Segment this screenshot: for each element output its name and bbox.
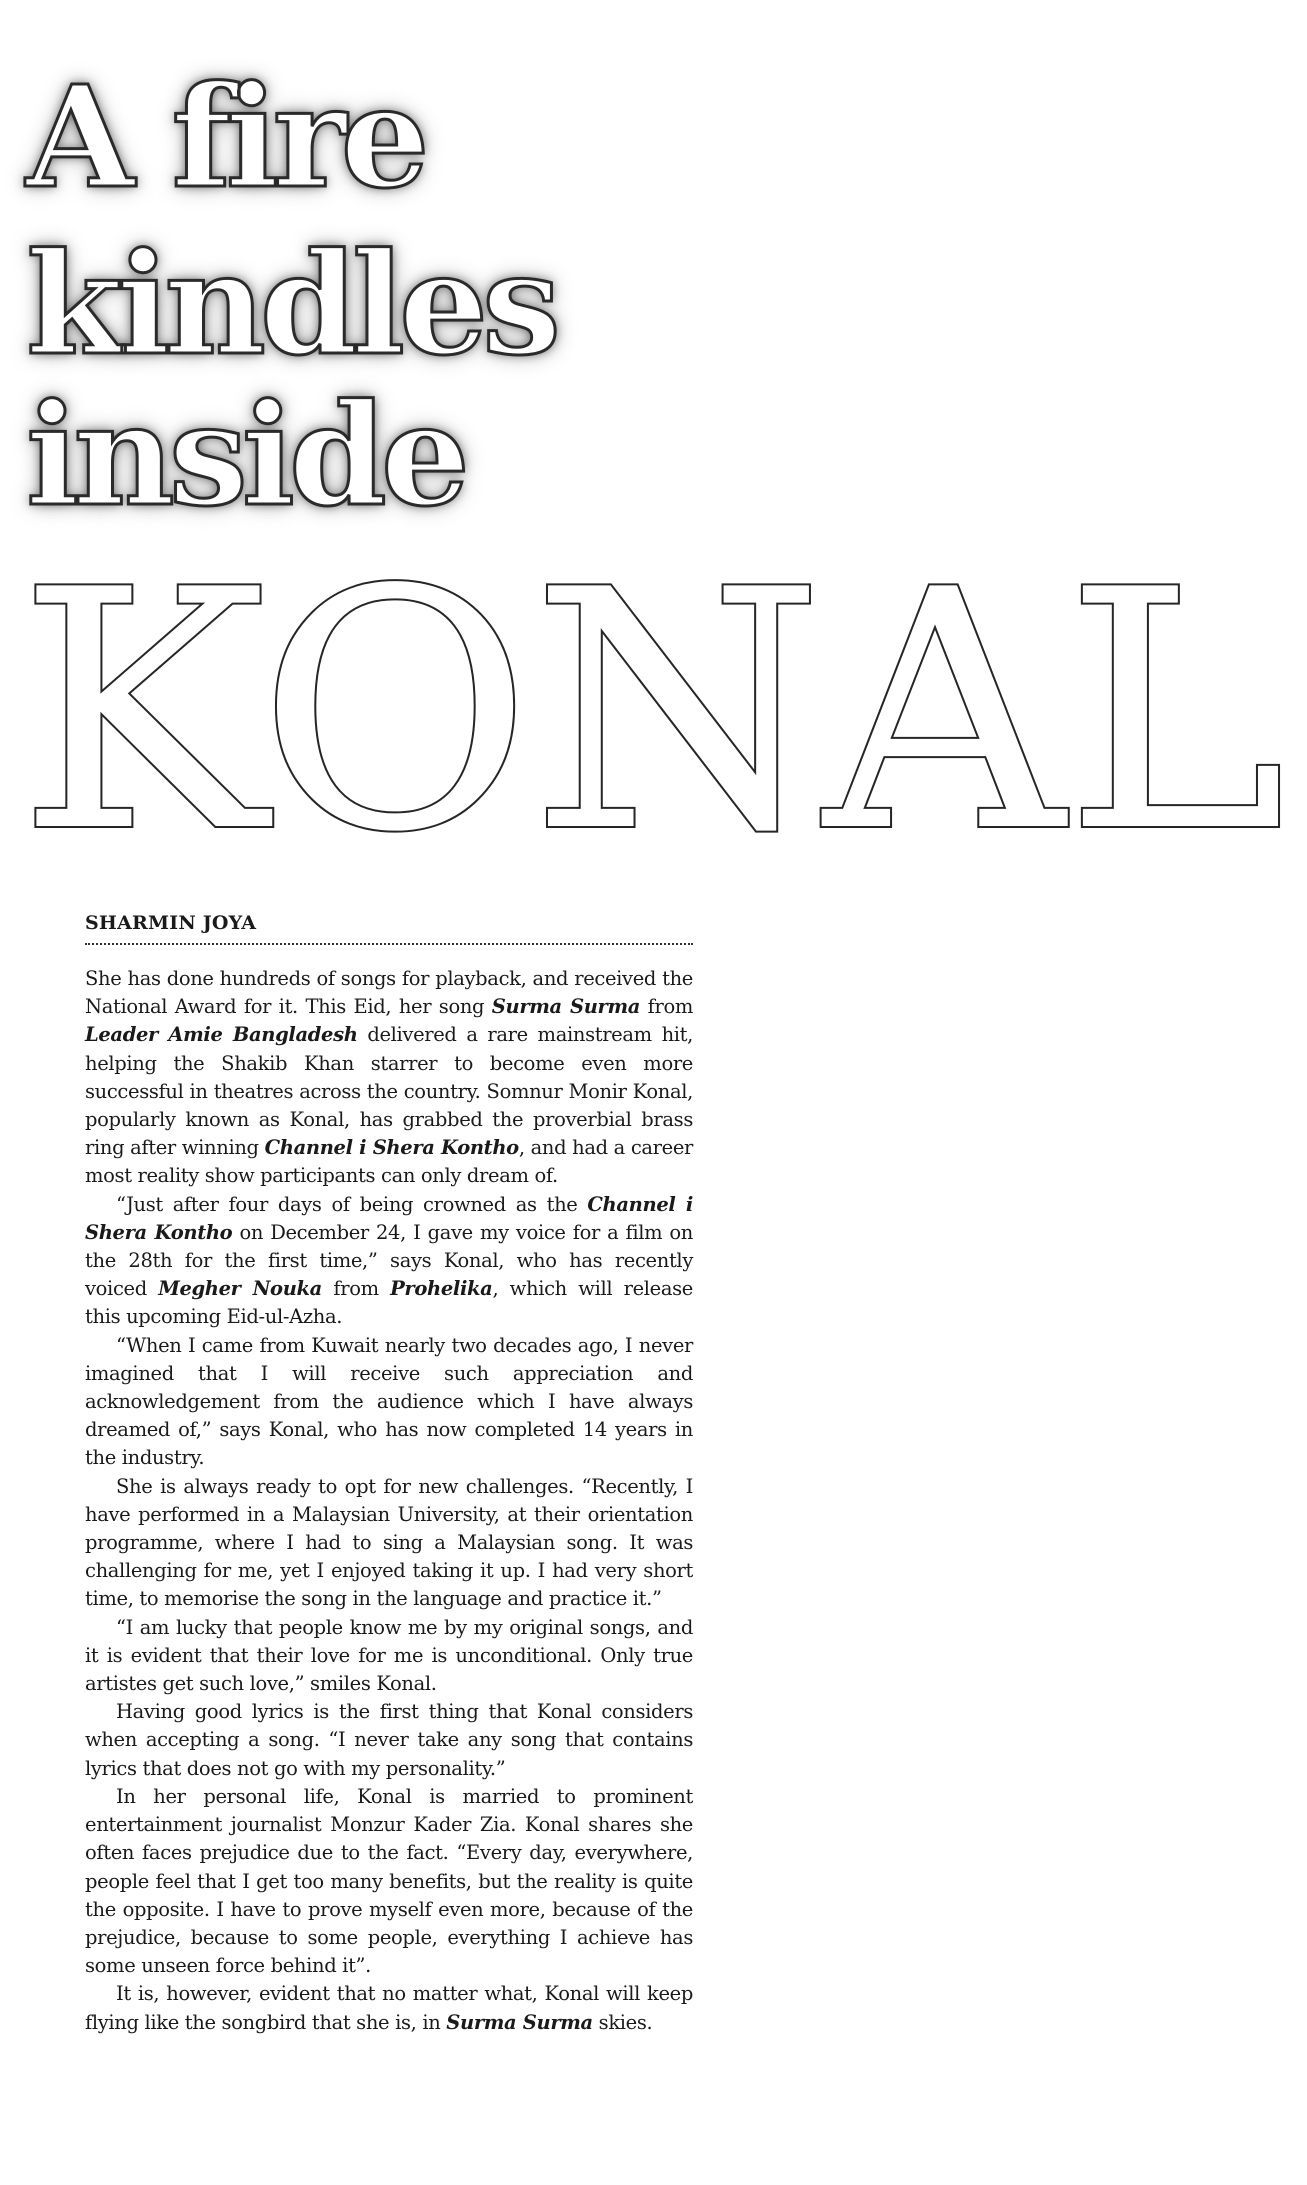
text-run: , and had a career most reality show participants can only dream of. <box>85 1136 693 1188</box>
text-run: from <box>321 1277 391 1301</box>
article-body <box>85 965 693 2037</box>
headline-name: KONAL <box>18 520 1286 904</box>
text-run: , which will release this upcoming Eid-ul-Azha. <box>85 1277 693 1329</box>
text-run: She is always ready to opt for new challenges. “Recently, I have performed in a Malaysian University, at their orientation programme, where I had to sing a Malaysian song. It was challenging for me, yet I enjoyed taking it up. I had very short time, to memorise the song in the language and practice it.” <box>85 1474 693 1611</box>
title-reference: Prohelika <box>390 1277 493 1301</box>
title-reference: Surma Surma <box>491 995 641 1019</box>
article-paragraph <box>85 1332 693 1473</box>
article-paragraph <box>85 1698 693 1783</box>
title-reference: Channel i Shera Kontho <box>85 1192 693 1244</box>
article-paragraph <box>85 1191 693 1332</box>
text-run: delivered a rare mainstream hit, helping the Shakib Khan starrer to become even more successful in theatres across the country. Somnur Monir Konal, popularly known as Konal, has grabbed the proverbial brass ring after winning <box>85 1023 693 1160</box>
text-run: “I am lucky that people know me by my original songs, and it is evident that their love for me is unconditional. Only true artistes get such love,” smiles Konal. <box>85 1615 693 1696</box>
text-run: from <box>640 995 694 1019</box>
article-paragraph <box>85 1614 693 1699</box>
article-paragraph <box>85 965 693 1191</box>
text-run: skies. <box>592 2010 653 2034</box>
text-run: She has done hundreds of songs for playback, and received the National Award for it. This Eid, her song <box>85 967 693 1019</box>
article-paragraph <box>85 1980 693 2036</box>
title-reference: Megher Nouka <box>158 1277 322 1301</box>
text-run: It is, however, evident that no matter what, Konal will keep flying like the songbird that she is, in <box>85 1982 693 2034</box>
title-reference: Surma Surma <box>446 2010 593 2034</box>
text-run: “When I came from Kuwait nearly two decades ago, I never imagined that I will receive such appreciation and acknowledgement from the audience which I have always dreamed of,” says Konal, who has now completed 14 years in the industry. <box>85 1333 693 1470</box>
text-run: on December 24, I gave my voice for a film on the 28th for the first time,” says Konal, who has recently voiced <box>85 1220 694 1301</box>
byline: SHARMIN JOYA <box>85 912 693 945</box>
headline-name-graphic <box>0 520 1307 904</box>
text-run: Having good lyrics is the first thing that Konal considers when accepting a song. “I never take any song that contains lyrics that does not go with my personality.” <box>85 1700 693 1780</box>
article-paragraph <box>85 1783 693 1980</box>
article-paragraph <box>85 1473 693 1614</box>
title-reference: Channel i Shera Kontho <box>264 1136 519 1160</box>
text-run: “Just after four days of being crowned as the <box>116 1192 588 1216</box>
headline-line-2: kindles <box>26 223 555 387</box>
text-run: In her personal life, Konal is married to prominent entertainment journalist Monzur Kader Zia. Konal shares she often faces prejudice due to the fact. “Every day, everywhere, people feel that I get too many benefits, but the reality is quite the opposite. I have to prove myself even more, because of the prejudice, because to some people, everything I achieve has some unseen force behind it”. <box>85 1784 693 1978</box>
headline-line-1: A fire <box>26 56 424 220</box>
headline-line-3: inside <box>26 374 464 538</box>
title-reference: Leader Amie Bangladesh <box>85 1023 358 1047</box>
